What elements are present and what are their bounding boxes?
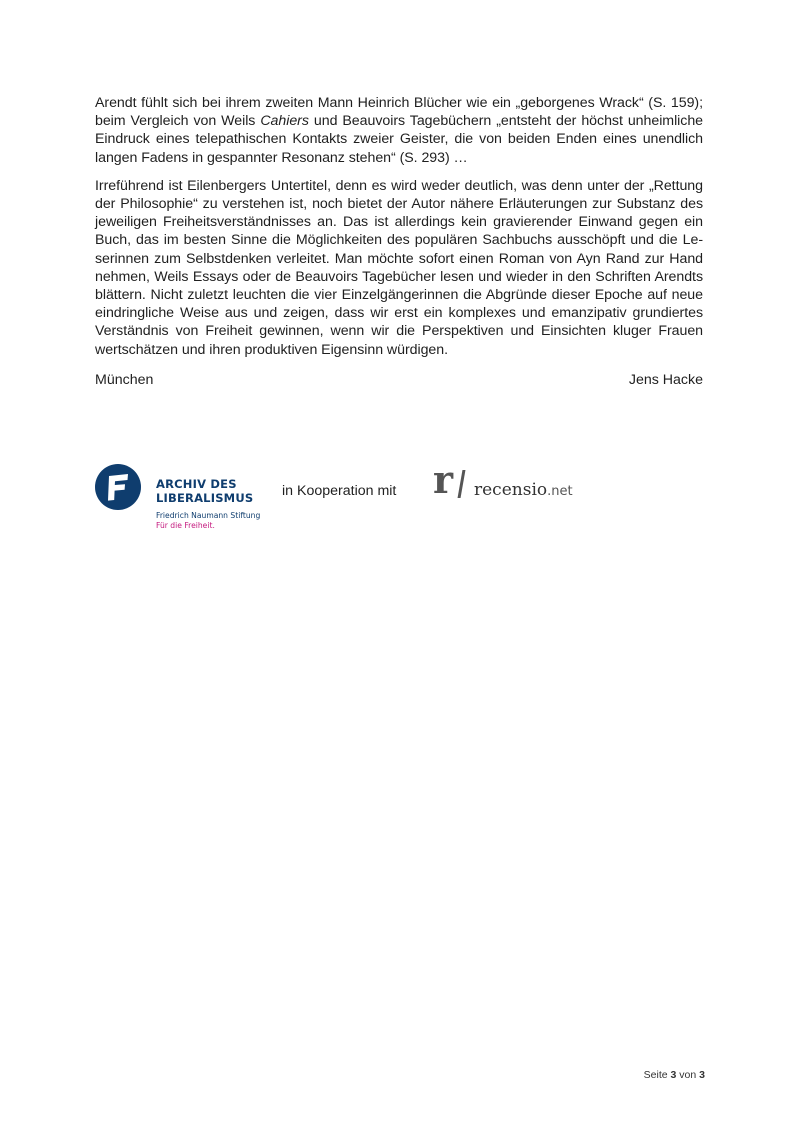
- article-body: [95, 94, 703, 369]
- paragraph-1-text-a: Arendt fühlt sich bei ihrem zweiten Mann Heinrich Blücher wie ein „geborgenes Wrack“ (S. 159); beim Vergleich von Weils: [95, 95, 703, 130]
- signature-author: Jens Hacke: [628, 372, 703, 388]
- fnf-slogan: Für die Freiheit.: [156, 521, 215, 530]
- page-number-total: 3: [699, 1069, 705, 1081]
- paragraph-2: Irreführend ist Eilenbergers Untertitel, denn es wird weder deutlich, was denn unter der „Rettung der Philosophie“ zu verstehen ist, noch bietet der Autor nähere Erläuterungen zur Substanz des jeweiligen Freiheitsverständnisses an. Das ist allerdings kein gravierender Einwand gegen ein Buch, das im besten Sinne die Möglichkeiten des populären Sachbuchs ausschöpft und die Le-serinnen zum Selbstdenken verleitet. Man möchte sofort einen Roman von Ayn Rand zur Hand nehmen, Weils Essays oder de Beauvoirs Tagebücher lesen und wieder in den Schriften Arendts blättern. Nicht zuletzt leuchten die vier Einzelgängerinnen die Abgründe dieser Epoche auf neue eindringliche Weise aus und zeigen, dass wir erst ein komplexes und emanzipativ grundiertes Verständnis von Freiheit gewinnen, wenn wir die Perspektiven und Einsichten kluger Frauen wertschätzen und ihren produktiven Eigensinn würdigen.: [95, 177, 703, 358]
- signature-row: [95, 371, 703, 389]
- page-number-prefix: Seite: [643, 1069, 668, 1081]
- fnf-logo-icon: [95, 464, 141, 510]
- fnf-title-line1: ARCHIV DES: [156, 477, 237, 491]
- page-number-middle: von: [679, 1069, 697, 1081]
- cooperation-text: in Kooperation mit: [282, 483, 397, 499]
- recensio-suffix: .net: [547, 484, 573, 499]
- recensio-wordmark: [474, 480, 573, 502]
- signature-place: München: [95, 372, 154, 388]
- recensio-slash-icon: [458, 470, 466, 498]
- fnf-wordmark: [156, 477, 260, 530]
- recensio-logo-letter: r: [433, 457, 454, 502]
- fnf-subtitle: Friedrich Naumann Stiftung: [156, 511, 261, 520]
- fnf-title-line2: LIBERALISMUS: [156, 491, 254, 505]
- page-number: [644, 1068, 705, 1082]
- recensio-logo: [433, 457, 593, 506]
- recensio-word: recensio: [474, 480, 548, 500]
- paragraph-1-italic: Cahiers: [260, 113, 309, 130]
- logos-row: [95, 457, 615, 534]
- page-number-current: 3: [670, 1069, 677, 1081]
- paragraph-1: [95, 94, 703, 167]
- paragraph-1-text-b: und Beauvoirs Tagebüchern „entsteht der höchst unheimliche Eindruck eines telepathischen Kontakts zweier Geister, die von beiden Enden eines unendlich langen Fadens in gespannter Resonanz stehen“ (S. 293) …: [95, 113, 703, 166]
